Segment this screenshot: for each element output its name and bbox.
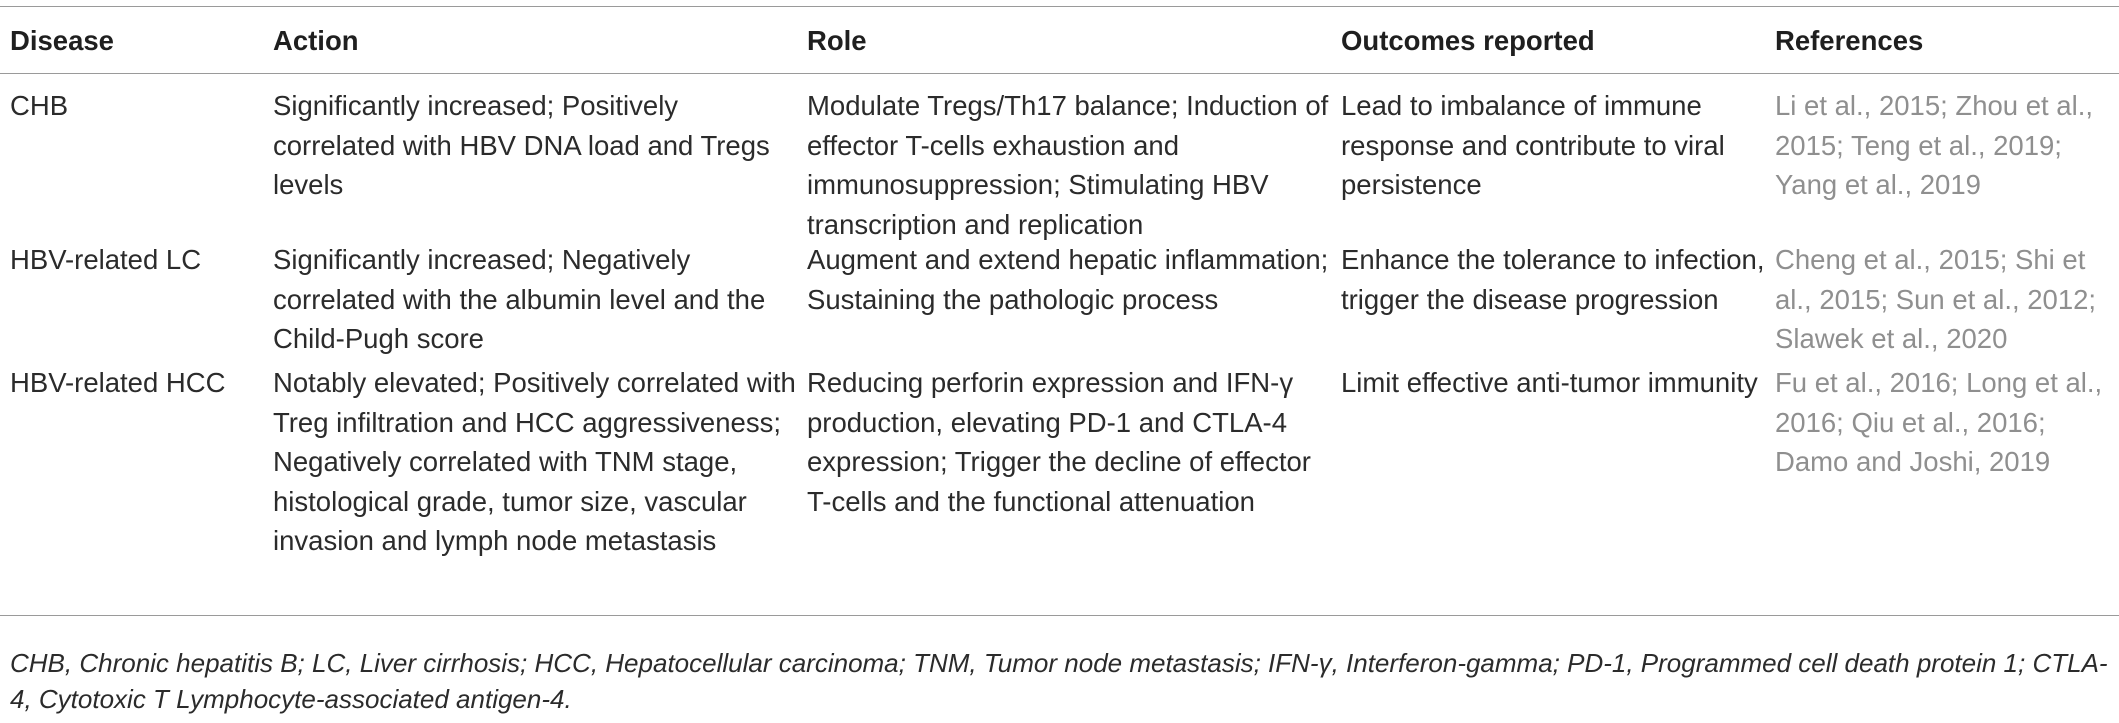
cell-references[interactable]: Fu et al., 2016; Long et al., 2016; Qiu et al., 2016; Damo and Joshi, 2019 [1775,367,2103,477]
table-bottom-rule [0,615,2119,616]
table-footnote: CHB, Chronic hepatitis B; LC, Liver cirrhosis; HCC, Hepatocellular carcinoma; TNM, Tumor node metastasis; IFN-γ, Interferon-gamma; PD-1, Programmed cell death protein 1; CTLA-4, Cytotoxic T Lymphocyte-associated antigen-4. [10,648,2108,714]
cell-role: Augment and extend hepatic inflammation; Sustaining the pathologic process [807,244,1329,315]
header-role: Role [807,25,867,56]
header-outcomes: Outcomes reported [1341,25,1595,56]
cell-outcomes: Enhance the tolerance to infection, trigger the disease progression [1341,244,1765,315]
header-disease: Disease [10,25,114,56]
header-references: References [1775,25,1924,56]
cell-action: Significantly increased; Negatively correlated with the albumin level and the Child-Pugh score [273,244,766,354]
cell-action: Significantly increased; Positively correlated with HBV DNA load and Tregs levels [273,90,770,200]
cell-role: Modulate Tregs/Th17 balance; Induction of effector T-cells exhaustion and immunosuppression; Stimulating HBV transcription and replication [807,90,1329,240]
table-row [0,74,2119,240]
cell-outcomes: Limit effective anti-tumor immunity [1341,367,1758,398]
cell-outcomes: Lead to imbalance of immune response and contribute to viral persistence [1341,90,1725,200]
cell-disease: HBV-related HCC [10,367,226,398]
data-table [0,6,2119,616]
cell-disease: CHB [10,90,69,121]
cell-action: Notably elevated; Positively correlated with Treg infiltration and HCC aggressiveness; Negatively correlated with TNM stage, histological grade, tumor size, vascular invasion and lymph node metastasis [273,367,796,556]
table-header-row [0,7,2119,73]
cell-references[interactable]: Cheng et al., 2015; Shi et al., 2015; Sun et al., 2012; Slawek et al., 2020 [1775,244,2097,354]
table-row [0,240,2119,363]
table-row [0,363,2119,615]
cell-role: Reducing perforin expression and IFN-γ production, elevating PD-1 and CTLA-4 expression; Trigger the decline of effector T-cells and the functional attenuation [807,367,1311,517]
cell-disease: HBV-related LC [10,244,202,275]
cell-references[interactable]: Li et al., 2015; Zhou et al., 2015; Teng et al., 2019; Yang et al., 2019 [1775,90,2093,200]
header-action: Action [273,25,359,56]
